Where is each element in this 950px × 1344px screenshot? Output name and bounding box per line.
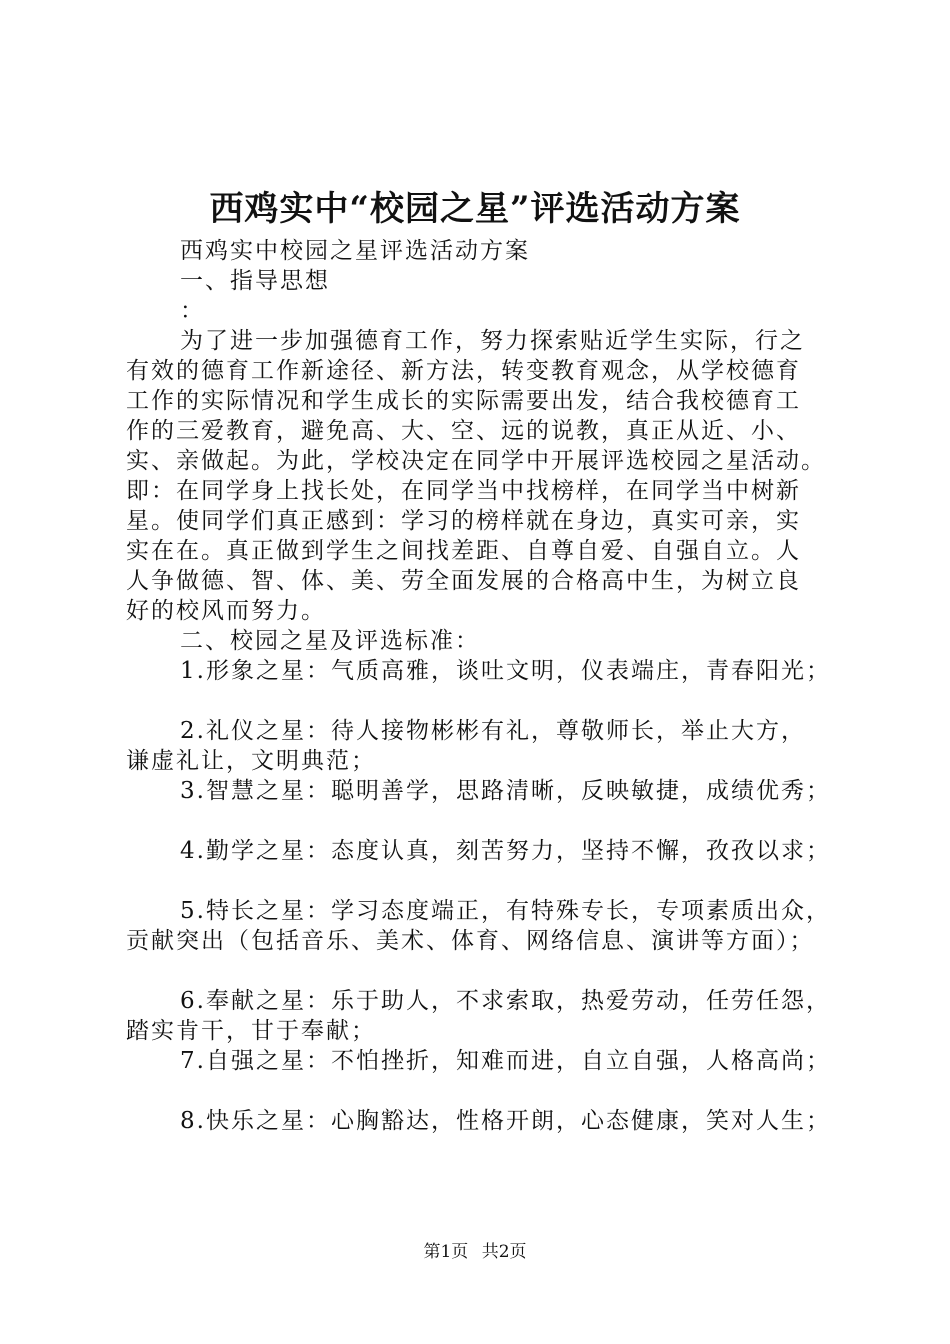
- blank-line: [126, 806, 846, 836]
- list-item: 6.奉献之星：乐于助人，不求索取，热爱劳动，任劳任怨，: [180, 988, 831, 1014]
- subtitle-line: 西鸡实中校园之星评选活动方案: [180, 238, 530, 264]
- paragraph-line: 星。使同学们真正感到：学习的榜样就在身边，真实可亲，实: [126, 508, 801, 534]
- paragraph-line: 工作的实际情况和学生成长的实际需要出发，结合我校德育工: [126, 388, 801, 414]
- paragraph-line: 实、亲做起。为此，学校决定在同学中开展评选校园之星活动。: [126, 448, 826, 474]
- blank-line: [126, 1076, 846, 1106]
- list-item: 4.勤学之星：态度认真，刻苦努力，坚持不懈，孜孜以求；: [180, 838, 831, 864]
- paragraph-line: 实在在。真正做到学生之间找差距、自尊自爱、自强自立。人: [126, 538, 801, 564]
- section-heading: 一、指导思想: [180, 268, 330, 294]
- paragraph-line: 人争做德、智、体、美、劳全面发展的合格高中生，为树立良: [126, 568, 801, 594]
- paragraph-line: 即：在同学身上找长处，在同学当中找榜样，在同学当中树新: [126, 478, 801, 504]
- list-item-continuation: 贡献突出（包括音乐、美术、体育、网络信息、演讲等方面）；: [126, 928, 815, 954]
- blank-line: [126, 956, 846, 986]
- paragraph-line: 为了进一步加强德育工作，努力探索贴近学生实际，行之: [180, 328, 805, 354]
- document-body: [126, 236, 846, 1136]
- paragraph-line: ：: [180, 298, 205, 324]
- list-item-continuation: 踏实肯干，甘于奉献；: [126, 1018, 376, 1044]
- blank-line: [126, 686, 846, 716]
- blank-line: [126, 866, 846, 896]
- section-heading: 二、校园之星及评选标准：: [180, 628, 480, 654]
- paragraph-line: 好的校风而努力。: [126, 598, 326, 624]
- list-item: 1.形象之星：气质高雅，谈吐文明，仪表端庄，青春阳光；: [180, 658, 831, 684]
- paragraph-line: 有效的德育工作新途径、新方法，转变教育观念，从学校德育: [126, 358, 801, 384]
- list-item: 5.特长之星：学习态度端正，有特殊专长，专项素质出众，: [180, 898, 831, 924]
- page-footer: [0, 1240, 950, 1264]
- page-total: 共2页: [481, 1242, 527, 1262]
- paragraph-line: 作的三爱教育，避免高、大、空、远的说教，真正从近、小、: [126, 418, 801, 444]
- list-item: 3.智慧之星：聪明善学，思路清晰，反映敏捷，成绩优秀；: [180, 778, 831, 804]
- list-item: 2.礼仪之星：待人接物彬彬有礼，尊敬师长，举止大方，: [180, 718, 806, 744]
- document-title: 西鸡实中“校园之星”评选活动方案: [209, 189, 741, 229]
- list-item: 7.自强之星：不怕挫折，知难而进，自立自强，人格高尚；: [180, 1048, 831, 1074]
- list-item: 8.快乐之星：心胸豁达，性格开朗，心态健康，笑对人生；: [180, 1108, 831, 1134]
- list-item-continuation: 谦虚礼让，文明典范；: [126, 748, 376, 774]
- page-number: 第1页: [423, 1242, 469, 1262]
